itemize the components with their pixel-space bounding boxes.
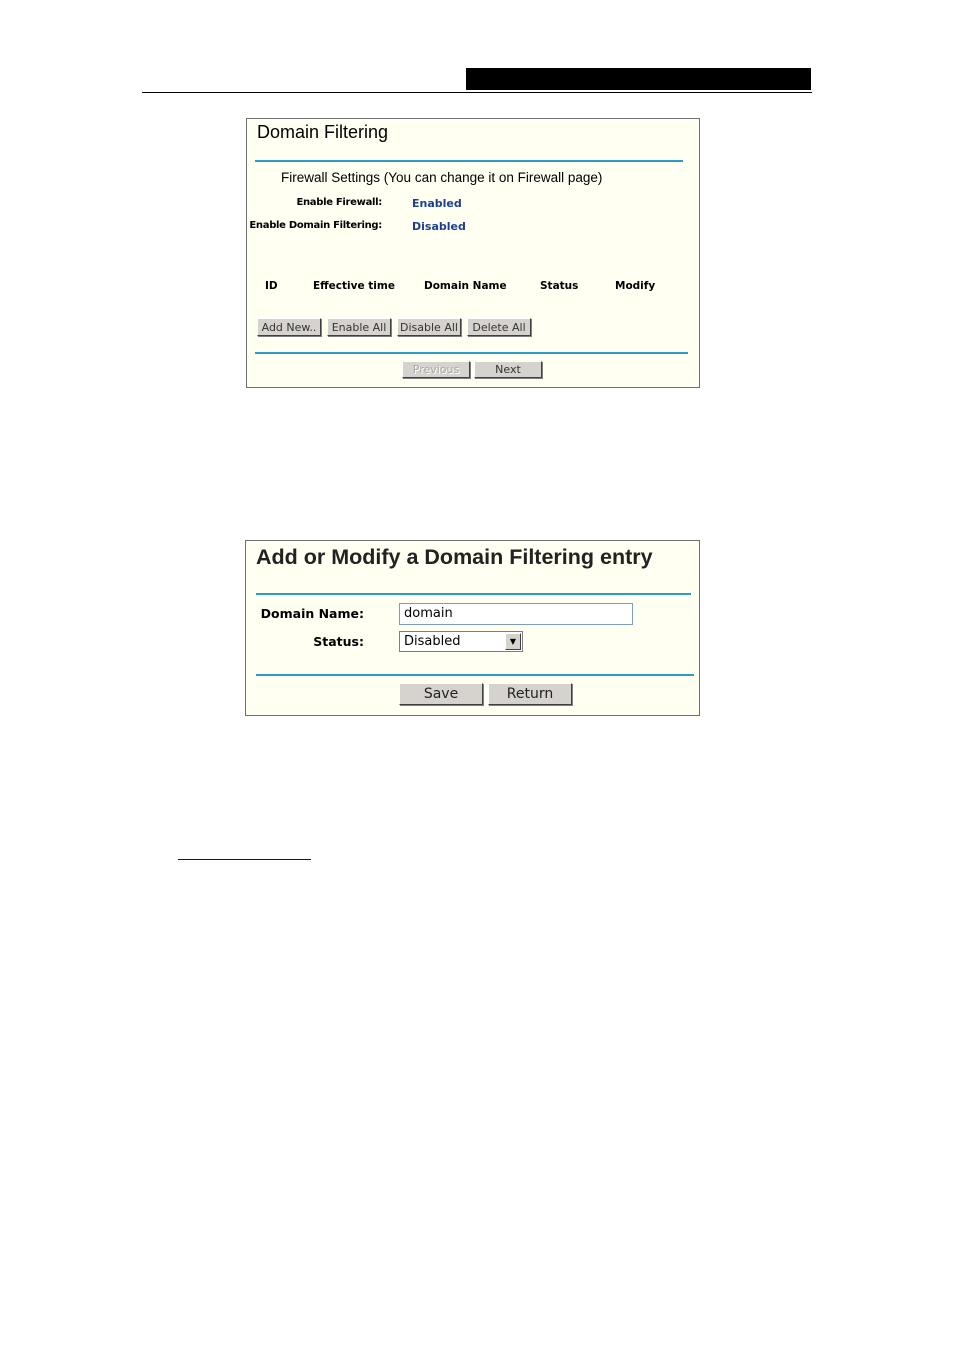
domain-filtering-panel bbox=[246, 118, 700, 388]
previous-button[interactable]: Previous bbox=[402, 361, 470, 378]
save-button[interactable]: Save bbox=[399, 683, 483, 705]
link-underline[interactable] bbox=[178, 859, 311, 860]
panel-title: Add or Modify a Domain Filtering entry bbox=[256, 545, 653, 569]
page-header-rule bbox=[142, 92, 812, 93]
panel-title: Domain Filtering bbox=[257, 122, 389, 142]
status-select[interactable] bbox=[399, 631, 523, 652]
firewall-settings-heading: Firewall Settings (You can change it on Firewall page) bbox=[281, 170, 603, 185]
enable-domain-filtering-label: Enable Domain Filtering: bbox=[249, 220, 382, 231]
disable-all-button[interactable]: Disable All bbox=[397, 318, 461, 336]
domain-name-label: Domain Name: bbox=[260, 606, 364, 621]
bottom-divider bbox=[256, 674, 694, 676]
add-modify-domain-panel bbox=[245, 540, 700, 716]
title-divider bbox=[256, 593, 691, 595]
next-button[interactable]: Next bbox=[474, 361, 542, 378]
title-divider bbox=[255, 160, 683, 162]
status-selected-value: Disabled bbox=[404, 634, 461, 649]
enable-firewall-value: Enabled bbox=[412, 197, 462, 210]
add-new-button[interactable]: Add New.. bbox=[257, 318, 321, 336]
bottom-divider bbox=[255, 352, 688, 354]
column-header-modify: Modify bbox=[615, 280, 656, 292]
enable-all-button[interactable]: Enable All bbox=[327, 318, 391, 336]
column-header-effective-time: Effective time bbox=[313, 280, 395, 292]
column-header-id: ID bbox=[265, 280, 278, 292]
column-header-domain-name: Domain Name bbox=[424, 280, 507, 292]
status-label: Status: bbox=[313, 634, 364, 649]
domain-name-input[interactable]: domain bbox=[399, 603, 633, 625]
enable-firewall-label: Enable Firewall: bbox=[296, 197, 382, 208]
return-button[interactable]: Return bbox=[488, 683, 572, 705]
enable-domain-filtering-value: Disabled bbox=[412, 220, 466, 233]
chevron-down-icon[interactable]: ▼ bbox=[505, 633, 521, 650]
page-header-bar bbox=[466, 68, 811, 90]
column-header-status: Status bbox=[540, 280, 579, 292]
delete-all-button[interactable]: Delete All bbox=[467, 318, 531, 336]
